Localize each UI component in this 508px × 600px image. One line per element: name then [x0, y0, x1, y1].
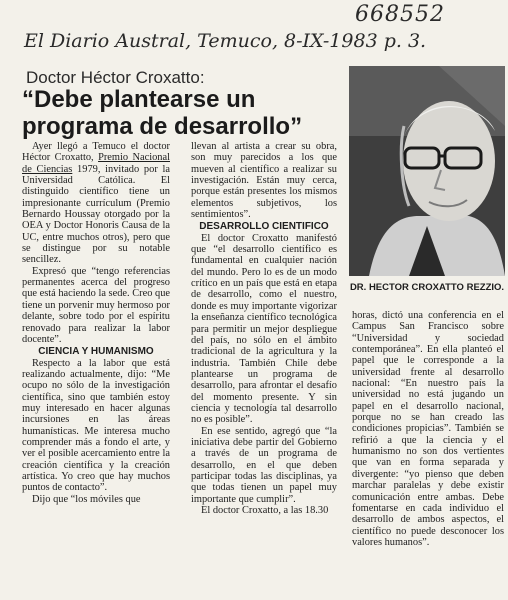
handwritten-archive-number: 668552	[355, 2, 445, 27]
paragraph	[22, 141, 170, 266]
paragraph: Respecto a la labor que está realizando actualmente, dijo: “Me ocupo no sólo de la investigación científica, sino que también estoy muy interesado en hacer algunas incursiones en las áreas humanísticas. Me interesa mucho comprender más a fondo el arte, y ver el posible acercamiento entre la creación científica y la creación artística. Yo creo que hay muchos puntos de contacto”.	[22, 357, 170, 494]
handwritten-source-note: El Diario Austral, Temuco, 8-IX-1983 p. 3.	[24, 30, 427, 52]
portrait-photo-illustration	[349, 66, 505, 276]
subheading-desarrollo-cientifico: DESARROLLO CIENTIFICO	[199, 221, 329, 233]
paragraph: El doctor Croxatto, a las 18.30	[201, 505, 329, 516]
paragraph: horas, dictó una conferencia en el Campus San Francisco sobre “Universidad y sociedad contemporánea”. En ella planteó el papel que le corresponde a la universidad frente al desarrollo nacional: “En nuestro país la universidad no está jugando un papel en el desarrollo nacional, porque no se han creado las condiciones propicias”. También se refirió a que la ciencia y el humanismo no son dos vertientes que van en forma separada y divergente: “yo pienso que deben marchar paralelas y debe existir comunicación entre ambas. Debe fomentarse en cada individuo el desarrollo de ambos aspectos, el científico no puede desconocer los valores humanos”.	[352, 310, 504, 548]
paragraph: En ese sentido, agregó que “la iniciativa debe partir del Gobierno a través de un programa de desarrollo, en el que deben participar todas las disciplinas, ya que todas tienen un papel muy importante que cumplir”.	[191, 425, 337, 505]
text-fragment: 1979, invitado por la Universidad Católica. El distinguido científico tiene un impresionante currículum (Premio Bernardo Houssay otorgado por la OEA y Doctor Honoris Causa de la UC, entre muchos otros), pero que se distingue por su notable sencillez.	[22, 163, 170, 266]
article-column-1	[22, 141, 170, 505]
article-column-2	[191, 141, 337, 516]
paragraph: El doctor Croxatto manifestó que “el desarrollo científico es fundamental en cualquier nación del mundo. Pero lo es de un modo crítico en un país que está en etapa de desarrollo, como el nuestro, donde es muy importante vigorizar la enseñanza científico tecnológica para permitir un mejor despliegue del país, no sólo en el ámbito tradicional de la agricultura y la industria. También Chile debe plantearse un programa de desarrollo, para afrontar el desafío del momento presente. Y sin ciencia y tecnología tal desarrollo no es posible”.	[191, 232, 337, 426]
paragraph: Expresó que “tengo referencias permanentes acerca del progreso que está haciendo la sede. Creo que tiene un porvenir muy hermoso por delante, sobre todo por el espíritu renovado para realizar la labor docente”.	[22, 265, 171, 345]
article-kicker: Doctor Héctor Croxatto:	[26, 68, 205, 87]
subheading-ciencia-humanismo: CIENCIA Y HUMANISMO	[38, 346, 154, 358]
photo-caption: DR. HECTOR CROXATTO REZZIO.	[349, 282, 505, 293]
article-column-3	[352, 310, 504, 548]
paragraph: llevan al artista a crear su obra, son muy parecidos a los que mueven al científico a realizar su investigación. Están muy cerca, porque están presentes los mismos elementos subjetivos, los sentimientos”.	[191, 141, 337, 221]
prize-name: Premio Nacional de Ciencias	[22, 152, 170, 175]
paragraph: Dijo que “los móviles que	[32, 493, 141, 505]
text-fragment: Ayer llegó a Temuco el doctor Héctor Croxatto,	[22, 141, 170, 164]
portrait-photo	[349, 66, 505, 276]
article-headline: “Debe plantearse un programa de desarrollo”	[22, 86, 303, 140]
